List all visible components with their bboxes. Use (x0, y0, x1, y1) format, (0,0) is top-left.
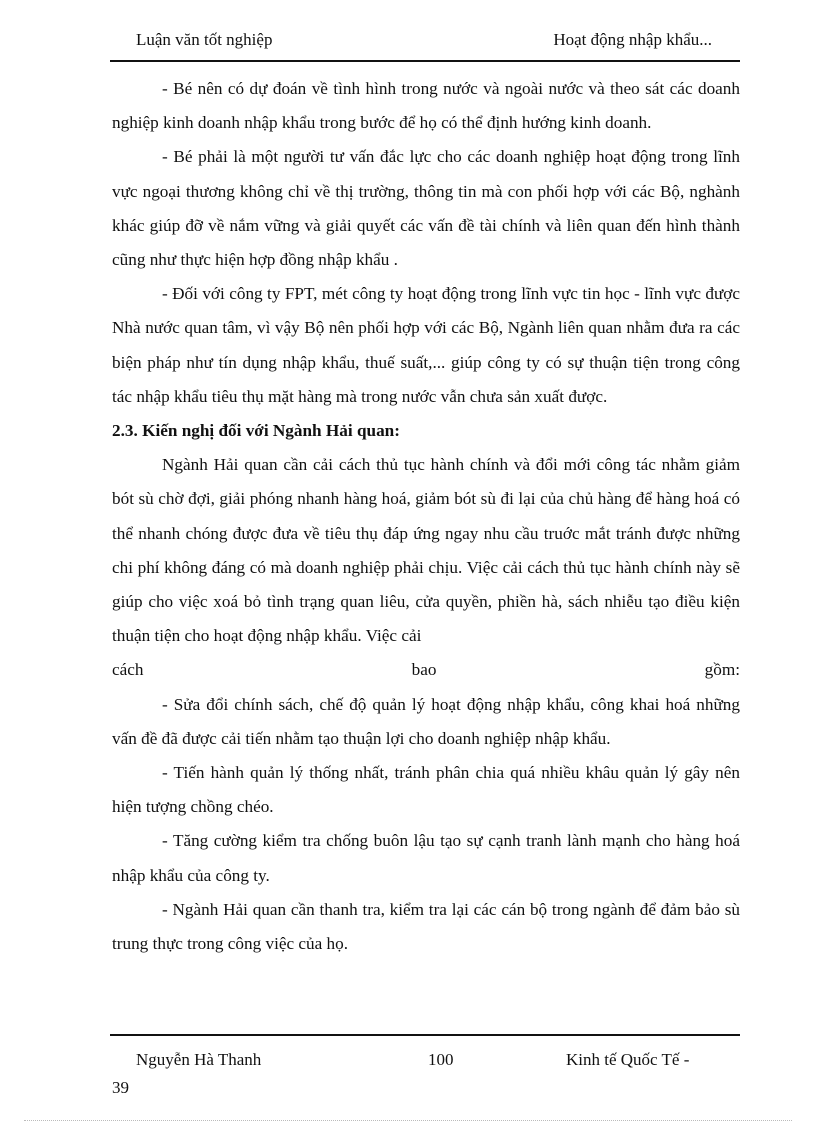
paragraph: Ngành Hải quan cần cải cách thủ tục hành chính và đổi mới công tác nhằm giảm bót sù chờ đợi, giải phóng nhanh hàng hoá, giảm bót sù đi lại của chủ hàng để hàng hoá có thể nhanh chóng được đưa về tiêu thụ đáp ứng ngay nhu cầu truớc mắt tránh được những chi phí không đáng có mà doanh nghiệp phải chịu. Việc cải cách thủ tục hành chính này sẽ giúp cho việc xoá bỏ tình trạng quan liêu, cửa quyền, phiền hà, sách nhiễu tạo điều kiện thuận tiện cho hoạt động nhập khẩu. Việc cải (112, 455, 740, 646)
header-rule (110, 60, 740, 62)
header-title-left: Luận văn tốt nghiệp (136, 30, 273, 49)
footer-department: Kinh tế Quốc Tế - (566, 1050, 690, 1069)
footer-rule (110, 1034, 740, 1036)
page-edge-divider (24, 1120, 792, 1121)
footer-author: Nguyễn Hà Thanh (136, 1050, 262, 1069)
document-body (112, 72, 740, 961)
footer-page-number: 100 (428, 1050, 454, 1069)
section-heading: 2.3. Kiến nghị đối với Ngành Hải quan: (112, 421, 400, 441)
paragraph: - Đối với công ty FPT, mét công ty hoạt động trong lĩnh vực tin học - lĩnh vực được Nhà nước quan tâm, vì vậy Bộ nên phối hợp với các Bộ, Ngành liên quan nhằm đưa ra các biện pháp như tín dụng nhập khẩu, thuế suất,... giúp công ty có sự thuận tiện trong công tác nhập khẩu tiêu thụ mặt hàng mà trong nước vẫn chưa sản xuất được. (112, 284, 740, 406)
paragraph: - Tiến hành quản lý thống nhất, tránh phân chia quá nhiều khâu quản lý gây nên hiện tượng chồng chéo. (112, 763, 740, 817)
paragraph: - Sửa đổi chính sách, chế độ quản lý hoạt động nhập khẩu, công khai hoá những vấn đề đã được cải tiến nhằm tạo thuận lợi cho doanh nghiệp nhập khẩu. (112, 694, 740, 748)
header-title-right: Hoạt động nhập khẩu... (553, 30, 712, 49)
paragraph: - Ngành Hải quan cần thanh tra, kiểm tra lại các cán bộ trong ngành để đảm bảo sù trung thực trong công việc của họ. (112, 899, 740, 954)
footer-class-number: 39 (112, 1078, 129, 1097)
paragraph: - Bé phải là một người tư vấn đắc lực cho các doanh nghiệp hoạt động trong lĩnh vực ngoại thương không chỉ về thị trường, thông tin mà con phối hợp với các Bộ, nghành khác giúp đỡ về nắm vững và giải quyết các vấn đề tài chính và liên quan đến hình thành cũng như thực hiện hợp đồng nhập khẩu . (112, 147, 740, 270)
paragraph-tail: cách bao gồm: (112, 660, 740, 680)
paragraph: - Tăng cường kiểm tra chống buôn lậu tạo sự cạnh tranh lành mạnh cho hàng hoá nhập khẩu của công ty. (112, 831, 740, 885)
paragraph: - Bé nên có dự đoán về tình hình trong nước và ngoài nước và theo sát các doanh nghiệp kinh doanh nhập khẩu trong bước để họ có thể định hướng kinh doanh. (112, 79, 740, 133)
